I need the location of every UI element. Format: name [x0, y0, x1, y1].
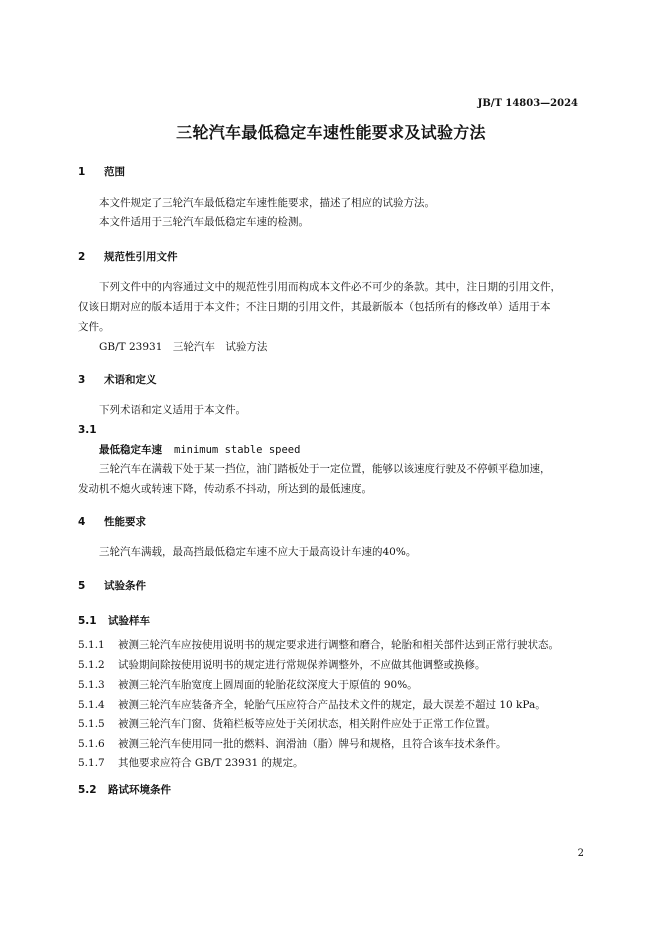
subsection-title: 试验样车	[108, 615, 150, 627]
section-number: 1	[78, 166, 86, 178]
section-number: 5	[78, 580, 86, 592]
item-number: 5.1.5	[78, 718, 105, 730]
section-title: 试验条件	[104, 580, 146, 592]
term-chinese: 最低稳定车速	[99, 444, 162, 456]
section-heading-2	[78, 249, 178, 264]
item-text: 被测三轮汽车应装备齐全，轮胎气压应符合产品技术文件的规定，最大误差不超过 10 kPa。	[118, 699, 546, 711]
page-number: 2	[577, 848, 584, 859]
section-number: 2	[78, 251, 86, 263]
paragraph-line: 文件。	[78, 321, 110, 333]
term-english: minimum stable speed	[174, 444, 301, 456]
subsection-number: 5.2	[78, 784, 97, 796]
item-text: 被测三轮汽车使用同一批的燃料、润滑油（脂）牌号和规格，且符合该车技术条件。	[118, 738, 507, 750]
item-number: 5.1.6	[78, 738, 105, 750]
item-number: 5.1.3	[78, 679, 105, 691]
section-title: 性能要求	[104, 516, 146, 528]
list-item	[78, 755, 304, 770]
item-text: 被测三轮汽车门窗、货箱栏板等应处于关闭状态，相关附件应处于正常工作位置。	[118, 718, 496, 730]
section-title: 规范性引用文件	[104, 251, 178, 263]
item-text: 被测三轮汽车胎宽度上圆周面的轮胎花纹深度大于原值的 90%。	[118, 679, 418, 691]
item-number: 5.1.7	[78, 757, 105, 769]
list-item	[78, 677, 418, 692]
section-heading-4	[78, 514, 146, 529]
section-title: 术语和定义	[104, 374, 157, 386]
paragraph: 下列术语和定义适用于本文件。	[99, 404, 246, 416]
item-text: 其他要求应符合 GB/T 23931 的规定。	[118, 757, 304, 769]
definition-line: 发动机不熄火或转速下降，传动系不抖动，所达到的最低速度。	[78, 483, 372, 495]
paragraph: 本文件适用于三轮汽车最低稳定车速的检测。	[99, 216, 309, 228]
section-heading-1	[78, 164, 125, 179]
section-number: 4	[78, 516, 86, 528]
section-number: 3	[78, 374, 86, 386]
term-entry	[99, 440, 300, 461]
paragraph-line: 下列文件中的内容通过文中的规范性引用而构成本文件必不可少的条款。其中，注日期的引用文件，	[99, 281, 561, 293]
subsection-heading-5-1	[78, 613, 150, 628]
normative-reference: GB/T 23931 三轮汽车 试验方法	[99, 341, 268, 353]
list-item	[78, 657, 486, 672]
subsection-title: 路试环境条件	[108, 784, 171, 796]
paragraph: 三轮汽车满载，最高挡最低稳定车速不应大于最高设计车速的40%。	[99, 546, 417, 558]
definition-line: 三轮汽车在满载下处于某一挡位，油门踏板处于一定位置，能够以该速度行驶及不停顿平稳加速，	[99, 463, 551, 475]
subsection-heading-5-2	[78, 782, 171, 797]
term-number: 3.1	[78, 424, 97, 436]
section-title: 范围	[104, 166, 125, 178]
item-text: 被测三轮汽车应按使用说明书的规定要求进行调整和磨合，轮胎和相关部件达到正常行驶状态。	[118, 639, 559, 651]
item-number: 5.1.4	[78, 699, 105, 711]
document-code: JB/T 14803—2024	[477, 98, 578, 109]
item-text: 试验期间除按使用说明书的规定进行常规保养调整外，不应做其他调整或换修。	[118, 659, 486, 671]
section-heading-5	[78, 578, 146, 593]
list-item	[78, 637, 559, 652]
section-heading-3	[78, 372, 157, 387]
paragraph: 本文件规定了三轮汽车最低稳定车速性能要求，描述了相应的试验方法。	[99, 197, 435, 209]
item-number: 5.1.2	[78, 659, 105, 671]
page-title: 三轮汽车最低稳定车速性能要求及试验方法	[176, 123, 486, 142]
item-number: 5.1.1	[78, 639, 105, 651]
paragraph-line: 仅该日期对应的版本适用于本文件；不注日期的引用文件，其最新版本（包括所有的修改单）适用于本	[78, 301, 551, 313]
subsection-number: 5.1	[78, 615, 97, 627]
list-item	[78, 736, 507, 751]
list-item	[78, 697, 546, 712]
list-item	[78, 716, 496, 731]
